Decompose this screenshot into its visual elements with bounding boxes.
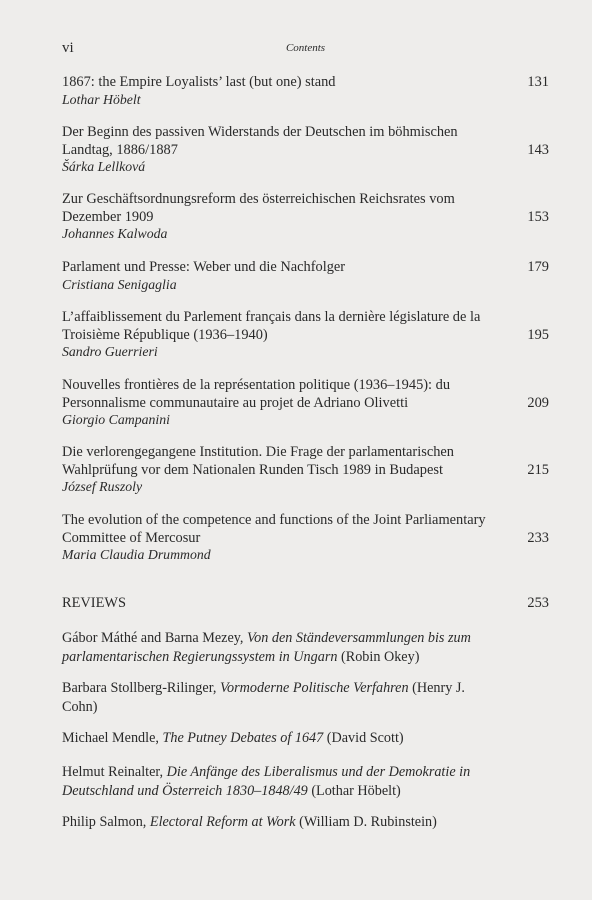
toc-title-line: Committee of Mercosur 233 — [62, 529, 549, 546]
reviews-heading[interactable] — [62, 595, 549, 613]
toc-entry[interactable] — [62, 124, 549, 176]
reviews-heading-label: REVIEWS — [62, 595, 126, 611]
page-header — [62, 40, 549, 58]
review-book-title: Von den Ständeversammlungen bis zum — [247, 630, 471, 646]
review-entry — [62, 679, 549, 717]
review-reviewer: (Henry J. — [408, 680, 465, 696]
review-book-title: Electoral Reform at Work — [149, 814, 296, 830]
page-number: vi — [62, 40, 74, 56]
toc-title-line: Die verlorengegangene Institution. Die Frage der parlamentarischen — [62, 444, 454, 460]
toc-title-line: 1867: the Empire Loyalists’ last (but one) stand 131 — [62, 74, 549, 90]
toc-entry[interactable] — [62, 512, 549, 564]
toc-page-number: 209 — [527, 394, 549, 411]
review-author: Philip Salmon, — [62, 814, 150, 830]
toc-title-line: The evolution of the competence and functions of the Joint Parliamentary — [62, 512, 486, 528]
toc-entry[interactable] — [62, 74, 549, 108]
toc-title-line: Wahlprüfung vor dem Nationalen Runden Tisch 1989 in Budapest 215 — [62, 461, 549, 478]
toc-title-line: L’affaiblissement du Parlement français dans la dernière législature de la — [62, 309, 481, 325]
review-reviewer: Cohn) — [62, 699, 98, 715]
review-author: Michael Mendle, — [62, 730, 163, 746]
toc-author: Giorgio Campanini — [62, 412, 170, 427]
toc-page-number: 195 — [527, 326, 549, 343]
toc-page-number: 153 — [527, 208, 549, 225]
review-entry — [62, 629, 549, 667]
toc-entry[interactable] — [62, 259, 549, 293]
toc-author: Maria Claudia Drummond — [62, 547, 211, 562]
toc-page-number: 179 — [527, 259, 549, 275]
review-entry — [62, 813, 549, 832]
toc-title-line: Parlament und Presse: Weber und die Nachfolger 179 — [62, 259, 549, 275]
toc-author: Šárka Lellková — [62, 159, 146, 174]
review-entry — [62, 763, 549, 801]
toc-title-line: Landtag, 1886/1887 143 — [62, 141, 549, 158]
toc-author: Cristiana Senigaglia — [62, 276, 177, 292]
running-title: Contents — [285, 42, 326, 54]
toc-title-line: Troisième République (1936–1940) 195 — [62, 326, 549, 343]
review-entry — [62, 729, 549, 748]
review-book-title: Deutschland und Österreich 1830–1848/49 — [62, 783, 308, 799]
toc-entry[interactable] — [62, 309, 549, 361]
review-reviewer: (Lothar Höbelt) — [307, 783, 401, 799]
review-reviewer: (David Scott) — [323, 730, 404, 746]
toc-entry[interactable] — [62, 191, 549, 243]
toc-entry[interactable] — [62, 444, 549, 496]
toc-title-line: Der Beginn des passiven Widerstands der Deutschen im böhmischen — [62, 124, 458, 140]
toc-author: Johannes Kalwoda — [62, 226, 168, 241]
review-book-title: parlamentarischen Regierungssystem in Ungarn — [62, 649, 338, 665]
review-reviewer: (William D. Rubinstein) — [295, 814, 437, 830]
toc-title-line: Dezember 1909 153 — [62, 208, 549, 225]
toc-title-line: Nouvelles frontières de la représentation politique (1936–1945): du — [62, 377, 451, 393]
toc-page-number: 215 — [527, 461, 549, 478]
toc-page-number: 253 — [527, 595, 549, 611]
review-book-title: The Putney Debates of 1647 — [162, 730, 324, 746]
review-author: Helmut Reinalter, — [62, 764, 167, 780]
toc-entry[interactable] — [62, 377, 549, 429]
review-book-title: Vormoderne Politische Verfahren — [219, 680, 409, 696]
toc-author: Lothar Höbelt — [62, 91, 141, 107]
toc-page-number: 131 — [527, 74, 549, 90]
review-author: Gábor Máthé and Barna Mezey, — [62, 630, 248, 646]
toc-title-line: Zur Geschäftsordnungsreform des österreichischen Reichsrates vom — [62, 191, 455, 207]
toc-page-number: 233 — [527, 529, 549, 546]
review-author: Barbara Stollberg-Rilinger, — [62, 680, 220, 696]
toc-author: József Ruszoly — [62, 479, 143, 494]
toc-page-number: 143 — [527, 141, 549, 158]
toc-author: Sandro Guerrieri — [62, 344, 158, 359]
review-book-title: Die Anfänge des Liberalismus und der Demokratie in — [166, 764, 471, 780]
review-reviewer: (Robin Okey) — [337, 649, 420, 665]
toc-title-line: Personnalisme communautaire au projet de Adriano Olivetti 209 — [62, 394, 549, 411]
